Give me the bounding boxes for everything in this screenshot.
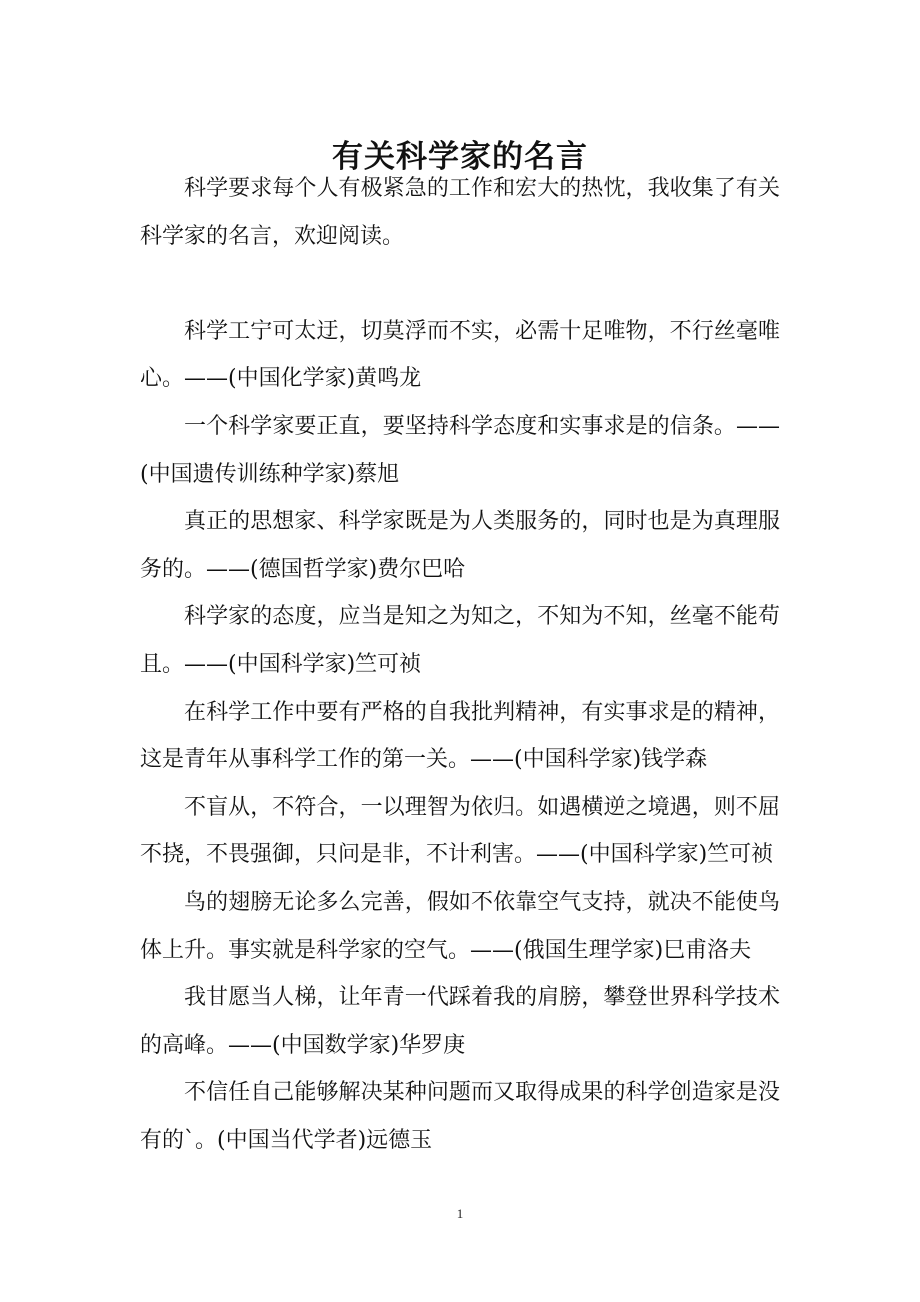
quote-paragraph: 不盲从，不符合，一以理智为依归。如遇横逆之境遇，则不屈不挠，不畏强御，只问是非，不计利害。——(中国科学家)竺可祯 — [140, 794, 780, 868]
document-body — [140, 165, 780, 1164]
quote-paragraph: 科学工宁可太迂，切莫浮而不实，必需十足唯物，不行丝毫唯心。——(中国化学家)黄鸣龙 — [140, 318, 780, 392]
page-number: 1 — [456, 1206, 464, 1221]
quote-paragraph: 科学家的态度，应当是知之为知之，不知为不知，丝毫不能苟且。——(中国科学家)竺可祯 — [140, 604, 780, 677]
intro-paragraph: 科学要求每个人有极紧急的工作和宏大的热忱，我收集了有关科学家的名言，欢迎阅读。 — [140, 176, 780, 249]
quote-paragraph: 不信任自己能够解决某种问题而又取得成果的科学创造家是没有的`。(中国当代学者)远德玉 — [140, 1080, 780, 1153]
quote-paragraph: 在科学工作中要有严格的自我批判精神，有实事求是的精神，这是青年从事科学工作的第一关。——(中国科学家)钱学森 — [140, 699, 780, 773]
page-title: 有关科学家的名言 — [332, 138, 588, 175]
paragraph-spacer — [140, 260, 780, 308]
quote-paragraph: 鸟的翅膀无论多么完善，假如不依靠空气支持，就决不能使鸟体上升。事实就是科学家的空气。——(俄国生理学家)巳甫洛夫 — [140, 889, 780, 963]
quote-paragraph: 真正的思想家、科学家既是为人类服务的，同时也是为真理服务的。——(德国哲学家)费尔巴哈 — [140, 509, 780, 582]
quote-paragraph: 一个科学家要正直，要坚持科学态度和实事求是的信条。——(中国遗传训练种学家)蔡旭 — [140, 413, 780, 487]
quote-paragraph: 我甘愿当人梯，让年青一代踩着我的肩膀，攀登世界科学技术的高峰。——(中国数学家)华罗庚 — [140, 985, 780, 1058]
